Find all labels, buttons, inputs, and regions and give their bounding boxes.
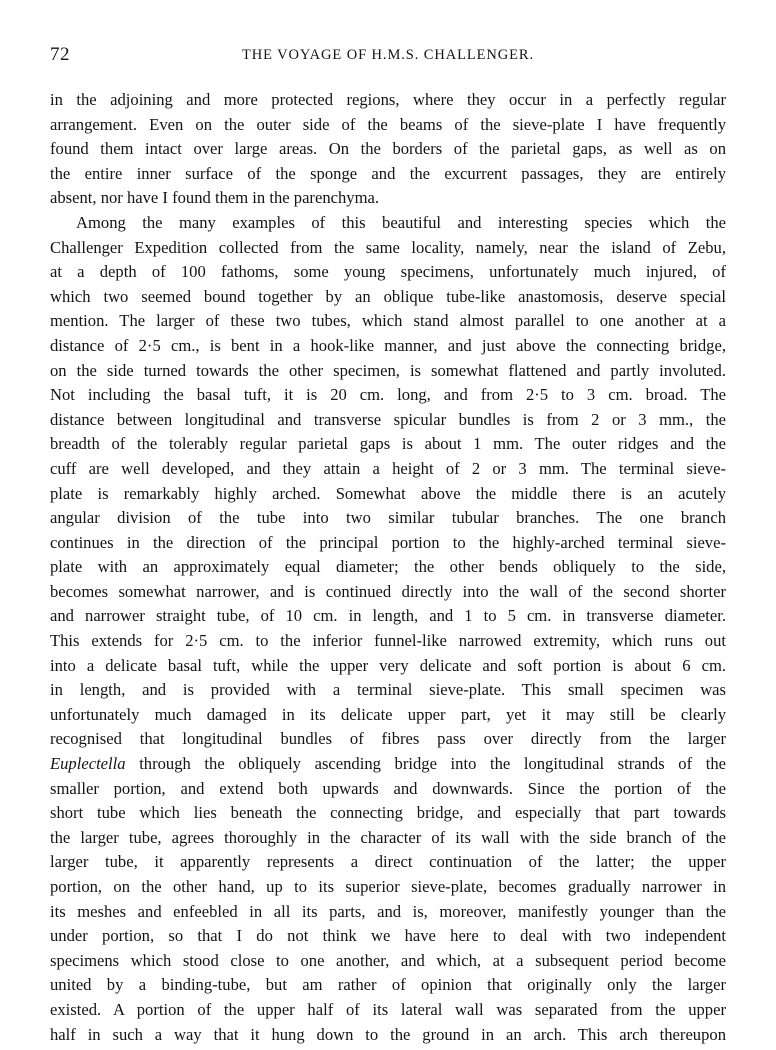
text-line: which two seemed bound together by an oblique tube-like anastomosis, deserve special [50,286,726,306]
text-line: in the adjoining and more protected regions, where they occur in a perfectly regular [50,90,726,109]
text-line: breadth of the tolerably regular parietal gaps is about 1 mm. The outer ridges and the [50,434,726,454]
text-line: distance of 2·5 cm., is bent in a hook-like manner, and just above the connecting bridge, [50,335,726,355]
text-line: half in such a way that it hung down to the ground in an arch. This arch thereupon [50,1024,726,1044]
text-line: united by a binding-tube, but am rather of opinion that originally only the larger [50,975,726,995]
text-line: Challenger Expedition collected from the same locality, namely, near the island of Zebu, [50,237,726,257]
text-line: portion, on the other hand, up to its superior sieve-plate, becomes gradually narrower in [50,877,726,896]
text-line: mention. The larger of these two tubes, which stand almost parallel to one another at a [50,311,726,331]
text-line-remainder: through the obliquely ascending bridge into the longitudinal strands of the [139,754,726,774]
page [50,44,726,1047]
text-line: cuff are well developed, and they attain a height of 2 or 3 mm. The terminal sieve- [50,458,726,478]
text-line-with-italic [50,752,726,777]
text-line: specimens which stood close to one another, and which, at a subsequent period become [50,950,726,970]
text-line: plate with an approximately equal diameter; the other bends obliquely to the side, [50,557,726,577]
text-line: continues in the direction of the principal portion to the highly-arched terminal sieve- [50,532,726,552]
text-line: into a delicate basal tuft, while the upper very delicate and soft portion is about 6 cm. [50,655,726,675]
text-line: distance between longitudinal and transverse spicular bundles is from 2 or 3 mm., the [50,409,726,429]
paragraph-2 [50,211,726,1047]
paragraph-1 [50,88,726,211]
text-line: existed. A portion of the upper half of its lateral wall was separated from the upper [50,999,726,1019]
text-line: larger tube, it apparently represents a direct continuation of the latter; the upper [50,852,726,872]
text-line: smaller portion, and extend both upwards and downwards. Since the portion of the [50,778,726,798]
running-title: THE VOYAGE OF H.M.S. CHALLENGER. [242,47,534,63]
text-line: in length, and is provided with a terminal sieve-plate. This small specimen was [50,680,726,700]
text-line: absent, nor have I found them in the parenchyma. [50,188,379,208]
text-line: on the side turned towards the other specimen, is somewhat flattened and partly involuted. [50,360,726,380]
text-line: the entire inner surface of the sponge and the excurrent passages, they are entirely [50,163,726,183]
text-line: at a depth of 100 fathoms, some young specimens, unfortunately much injured, of [50,262,726,282]
text-line: short tube which lies beneath the connecting bridge, and especially that part towards [50,803,726,823]
text-line: arrangement. Even on the outer side of the beams of the sieve-plate I have frequently [50,114,726,134]
text-line: and narrower straight tube, of 10 cm. in length, and 1 to 5 cm. in transverse diameter. [50,606,726,626]
text-line: unfortunately much damaged in its delicate upper part, yet it may still be clearly [50,704,726,724]
genus-name: Euplectella [50,754,126,774]
text-line: under portion, so that I do not think we have here to deal with two independent [50,926,726,946]
text-line: angular division of the tube into two similar tubular branches. The one branch [50,508,726,528]
text-line: its meshes and enfeebled in all its parts, and is, moreover, manifestly younger than the [50,901,726,921]
text-line: becomes somewhat narrower, and is continued directly into the wall of the second shorter [50,581,726,601]
text-line: plate is remarkably highly arched. Somewhat above the middle there is an acutely [50,483,726,503]
text-line: Among the many examples of this beautiful and interesting species which the [76,212,726,232]
running-head [50,44,726,72]
text-line: the larger tube, agrees thoroughly in the character of its wall with the side branch of the [50,827,726,847]
text-line: found them intact over large areas. On the borders of the parietal gaps, as well as on [50,139,726,159]
text-line: This extends for 2·5 cm. to the inferior funnel-like narrowed extremity, which runs out [50,631,726,651]
text-line: recognised that longitudinal bundles of fibres pass over directly from the larger [50,729,726,749]
text-line: Not including the basal tuft, it is 20 cm. long, and from 2·5 to 3 cm. broad. The [50,385,726,405]
page-number: 72 [50,44,70,65]
